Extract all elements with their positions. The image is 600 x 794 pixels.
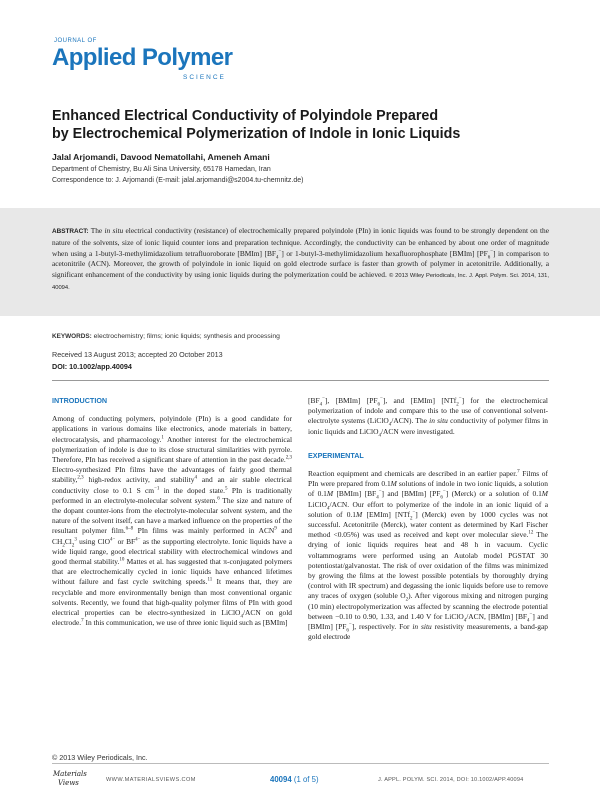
text: using ClO — [76, 536, 110, 546]
abstract-text-2: electrical conductivity (resistance) of electrochemically prepared polyindole (PIn) in ionic liquids was found to be strongly dependent on the nature of the solvents, size of ionic liquid counter ions and preparation technique. Accordingly, the conductivity can be enhanced by about one order of magnitude when using a 1-butyl-3-methylimidazolium tetrafluoroborate [BMIm] [BF — [52, 226, 549, 258]
text: LiClO — [308, 499, 328, 509]
abstract-copyright: © 2013 Wiley Periodicals, Inc. J. Appl. Polym. Sci. 2014, 131, 40094. — [52, 273, 549, 291]
text: and an air stable electrical conductivity close to 0.1 S cm — [52, 475, 292, 495]
sup: − — [380, 396, 383, 402]
text: Mattes et al. has suggested that π-conjugated polymers that are electrochemically cycled in ionic liquids have enhanced lifetimes without failure and fast cycle switching speeds. — [52, 557, 292, 587]
abstract-text-4: ] in comparison to acetonitrile (ACN). Moreover, the growth of polyindole in ionic liquid on gold electrode surface is faster than growth of polymer in acetonitrile. Additionally, a significant enhancement of the conductivity by using ionic liquids during the polymerization could be achieved. — [52, 248, 549, 280]
text: The drying of ionic liquids requires heat and 48 h in vacuum. Cyclic voltammograms were performed using an Autolab model PGSTAT 30 potentiostat/galvanostat. The risk of over oxidation of the films was minimized by growing the films at the lowest possible potentials by thoroughly drying (control with IR spectrum) and degassing the ionic liquids before use to remove any traces of oxygen (soluble O — [308, 530, 548, 601]
sub: 4 — [240, 614, 243, 620]
text: /ACN). The — [391, 416, 430, 426]
text: solutions of indole in two ionic liquids, a solution of 0.1 — [308, 479, 548, 499]
sub: 2 — [456, 402, 459, 408]
doi — [52, 362, 132, 371]
sup: − — [490, 249, 494, 255]
sub: 2 — [405, 597, 409, 603]
text: Cl — [64, 536, 72, 546]
column-right — [308, 396, 548, 642]
sub: 6 — [346, 628, 349, 634]
sub: 4 — [319, 402, 323, 408]
text: ], and [EMIm] [NTf — [382, 396, 457, 405]
ref[interactable]: 2,3 — [285, 455, 292, 461]
sub: 4 — [527, 618, 530, 624]
abstract — [52, 226, 549, 294]
ref[interactable]: 6 — [217, 496, 220, 502]
text: ] and [BMIm] [PF — [308, 611, 548, 632]
sup: 4− — [109, 537, 116, 543]
text: [EMIm] [NTf — [362, 509, 410, 519]
text: Films of PIn were prepared from 0.1 — [308, 469, 548, 489]
doi-link[interactable]: DOI: 10.1002/app.40094 — [52, 362, 132, 371]
sup: 4− — [135, 537, 141, 543]
text: ] (Merck) or a solution of 0.1 — [445, 489, 542, 499]
ref[interactable]: 9 — [274, 526, 277, 532]
italic: M — [541, 489, 548, 499]
sup: − — [412, 510, 416, 516]
ref[interactable]: 4 — [194, 475, 197, 481]
ref[interactable]: 6–8 — [125, 526, 134, 532]
title-line-1: Enhanced Electrical Conductivity of Polyindole Prepared — [52, 108, 439, 124]
italic: in situ — [429, 416, 448, 426]
sup: − — [458, 396, 462, 402]
ref[interactable]: 7 — [517, 469, 520, 475]
sub: 4 — [327, 506, 330, 512]
text: and CH — [52, 526, 292, 546]
received-dates: Received 13 August 2013; accepted 20 October 2013 — [52, 350, 223, 359]
journal-science-label: SCIENCE — [183, 74, 226, 81]
italic: M — [356, 509, 363, 519]
ref[interactable]: 12 — [528, 530, 534, 536]
intro-continued-paragraph — [308, 396, 548, 437]
ref[interactable]: 7 — [81, 618, 84, 624]
sub: 4 — [376, 495, 379, 501]
ref[interactable]: 3 — [74, 537, 77, 543]
footer-divider — [52, 763, 549, 764]
text: ] (Merck) even by 1000 cycles was not successful. Acetonitrile (Merck), water content as determined by Karl Fischer method <0.05%) was used as received and kept over molecular sieve. — [308, 509, 548, 540]
text: ] for the electrochemical polymerization of indole and compare this to the use of conventional solvent-electrolyte systems (LiClO — [308, 396, 548, 426]
text: /ACN were investigated. — [380, 426, 455, 436]
text: resistivity measurements, a band-gap gold electrode — [308, 622, 549, 642]
italic: M — [326, 489, 334, 499]
ref[interactable]: 10 — [119, 557, 125, 563]
journal-of-label: JOURNAL OF — [54, 38, 97, 44]
sup: − — [442, 489, 446, 495]
text: PIn films was mainly performed in ACN — [133, 526, 275, 536]
sup: − — [322, 396, 325, 402]
article-title — [52, 107, 552, 143]
abstract-label: ABSTRACT: — [52, 228, 89, 235]
sup: −1 — [154, 486, 160, 492]
sup: − — [529, 612, 533, 618]
copyright-notice: © 2013 Wiley Periodicals, Inc. — [52, 753, 148, 762]
text: ], respectively. For — [351, 622, 413, 632]
text: /ACN on gold electrode. — [52, 608, 292, 628]
page-id: 40094 — [270, 775, 292, 784]
ref[interactable]: 5 — [225, 486, 228, 492]
journal-name: Applied Polymer — [52, 44, 233, 71]
sub: 4 — [463, 618, 467, 624]
footer-citation: J. APPL. POLYM. SCI. 2014, DOI: 10.1002/APP.40094 — [378, 777, 524, 783]
author-list: Jalal Arjomandi, Davood Nematollahi, Ameneh Amani — [52, 152, 270, 162]
experimental-heading: EXPERIMENTAL — [308, 450, 364, 460]
abstract-text-1: The — [88, 226, 105, 235]
sub: 2 — [62, 543, 65, 549]
experimental-paragraph — [308, 469, 548, 642]
text: In this communication, we use of three ionic liquid such as [BMIm] — [83, 618, 288, 628]
keywords-list: electrochemistry; films; ionic liquids; synthesis and processing — [91, 333, 280, 340]
text: conductivity of polymer films in ionic liquids and LiClO — [308, 416, 548, 436]
sub: 4 — [378, 433, 381, 439]
abstract-text-3: ] or 1-butyl-3-methylimidazolium hexafluorophosphate [BMIm] [PF — [281, 248, 488, 258]
text: Among of conducting polymers, polyindole (PIn) is a good candidate for applications in various domains like electronics, anode materials in battery, electrocatalysis, and pharmacology. — [52, 414, 292, 444]
text: or BF — [115, 536, 136, 546]
ref[interactable]: 11 — [207, 577, 213, 583]
text: [BF — [308, 396, 320, 405]
ref[interactable]: 2,3 — [77, 475, 84, 481]
sub: 4 — [388, 422, 392, 428]
text: PIn is traditionally performed in an electrolyte-molecular solvent system. — [52, 485, 292, 505]
divider — [52, 380, 549, 381]
text: [BMIm] [BF — [333, 489, 377, 499]
affiliation: Department of Chemistry, Bu Ali Sina University, 65178 Hamedan, Iran — [52, 166, 271, 173]
materials-views-logo — [52, 768, 87, 788]
keywords — [52, 333, 280, 340]
sub: 6 — [440, 495, 443, 501]
text: ] and [BMIm] [PF — [381, 489, 441, 499]
page-of: (1 of 5) — [291, 775, 319, 784]
abstract-italic: in situ — [104, 226, 124, 235]
sub: 6 — [487, 255, 491, 261]
text: ). After vigorous mixing and nitrogen purging (10 min) electropolymerization was affected by scanning the electrode potential between −0.10 to 0.90, 1.33, and 1.40 V for LiClO — [308, 591, 548, 621]
sup: − — [278, 249, 282, 255]
footer-url[interactable]: WWW.MATERIALSVIEWS.COM — [106, 777, 196, 783]
text: as the supporting electrolyte. Ionic liquids have a wide liquid range, good electrical stability with electrochemical windows and good thermal stability. — [52, 536, 293, 567]
text: /ACN, [BMIm] [BF — [466, 611, 528, 621]
text: Another interest for the electrochemical polymerization of indole is due to its close structural similarities with pyrrole. Therefore, PIn has received a significant share of attention in the past decade. — [52, 434, 293, 465]
ref[interactable]: 1 — [161, 435, 164, 441]
title-line-2: by Electrochemical Polymerization of Indole in Ionic Liquids — [52, 126, 461, 142]
page-number — [270, 775, 319, 784]
text: The size and nature of the dopant counter-ions from the electrolyte-molecular solvent system, and the nature of the solvent itself, can have a marked influence on the properties of the resultant polymer film. — [52, 495, 292, 536]
text: /ACN. Our effort to polymerize of the indole in an ionic liquid of a solution of 0.1 — [308, 499, 548, 519]
text: high-redox activity, and stability — [83, 475, 195, 485]
sup: − — [348, 622, 352, 628]
text: Electro-synthesized PIn films have the advantages of fairly good thermal stability, — [52, 465, 292, 485]
text: in the doped state. — [159, 485, 226, 495]
sub: 4 — [276, 255, 279, 261]
text: It means that, they are recyclable and more environmentally benign than most conventional organic solvents. Recently, we found that high-quality polymer films of PIn with good electrical properties can be electro-synthesized in LiClO — [52, 577, 292, 618]
italic: M — [390, 479, 397, 489]
correspondence: Correspondence to: J. Arjomandi (E-mail: jalal.arjomandi@s2004.tu-chemnitz.de) — [52, 177, 304, 184]
text: ], [BMIm] [PF — [324, 396, 378, 405]
keywords-label: KEYWORDS: — [52, 333, 92, 340]
logo-line-2: Views — [58, 779, 79, 787]
logo-line-1: Materials — [53, 770, 87, 778]
column-left — [52, 396, 292, 628]
intro-paragraph — [52, 414, 292, 628]
sup: − — [378, 489, 382, 495]
sub: 6 — [377, 402, 381, 408]
italic: in situ — [412, 622, 432, 632]
intro-heading: INTRODUCTION — [52, 396, 108, 405]
sub: 2 — [409, 516, 413, 522]
text: Reaction equipment and chemicals are described in an earlier paper. — [308, 469, 518, 479]
sub: 2 — [71, 543, 75, 549]
